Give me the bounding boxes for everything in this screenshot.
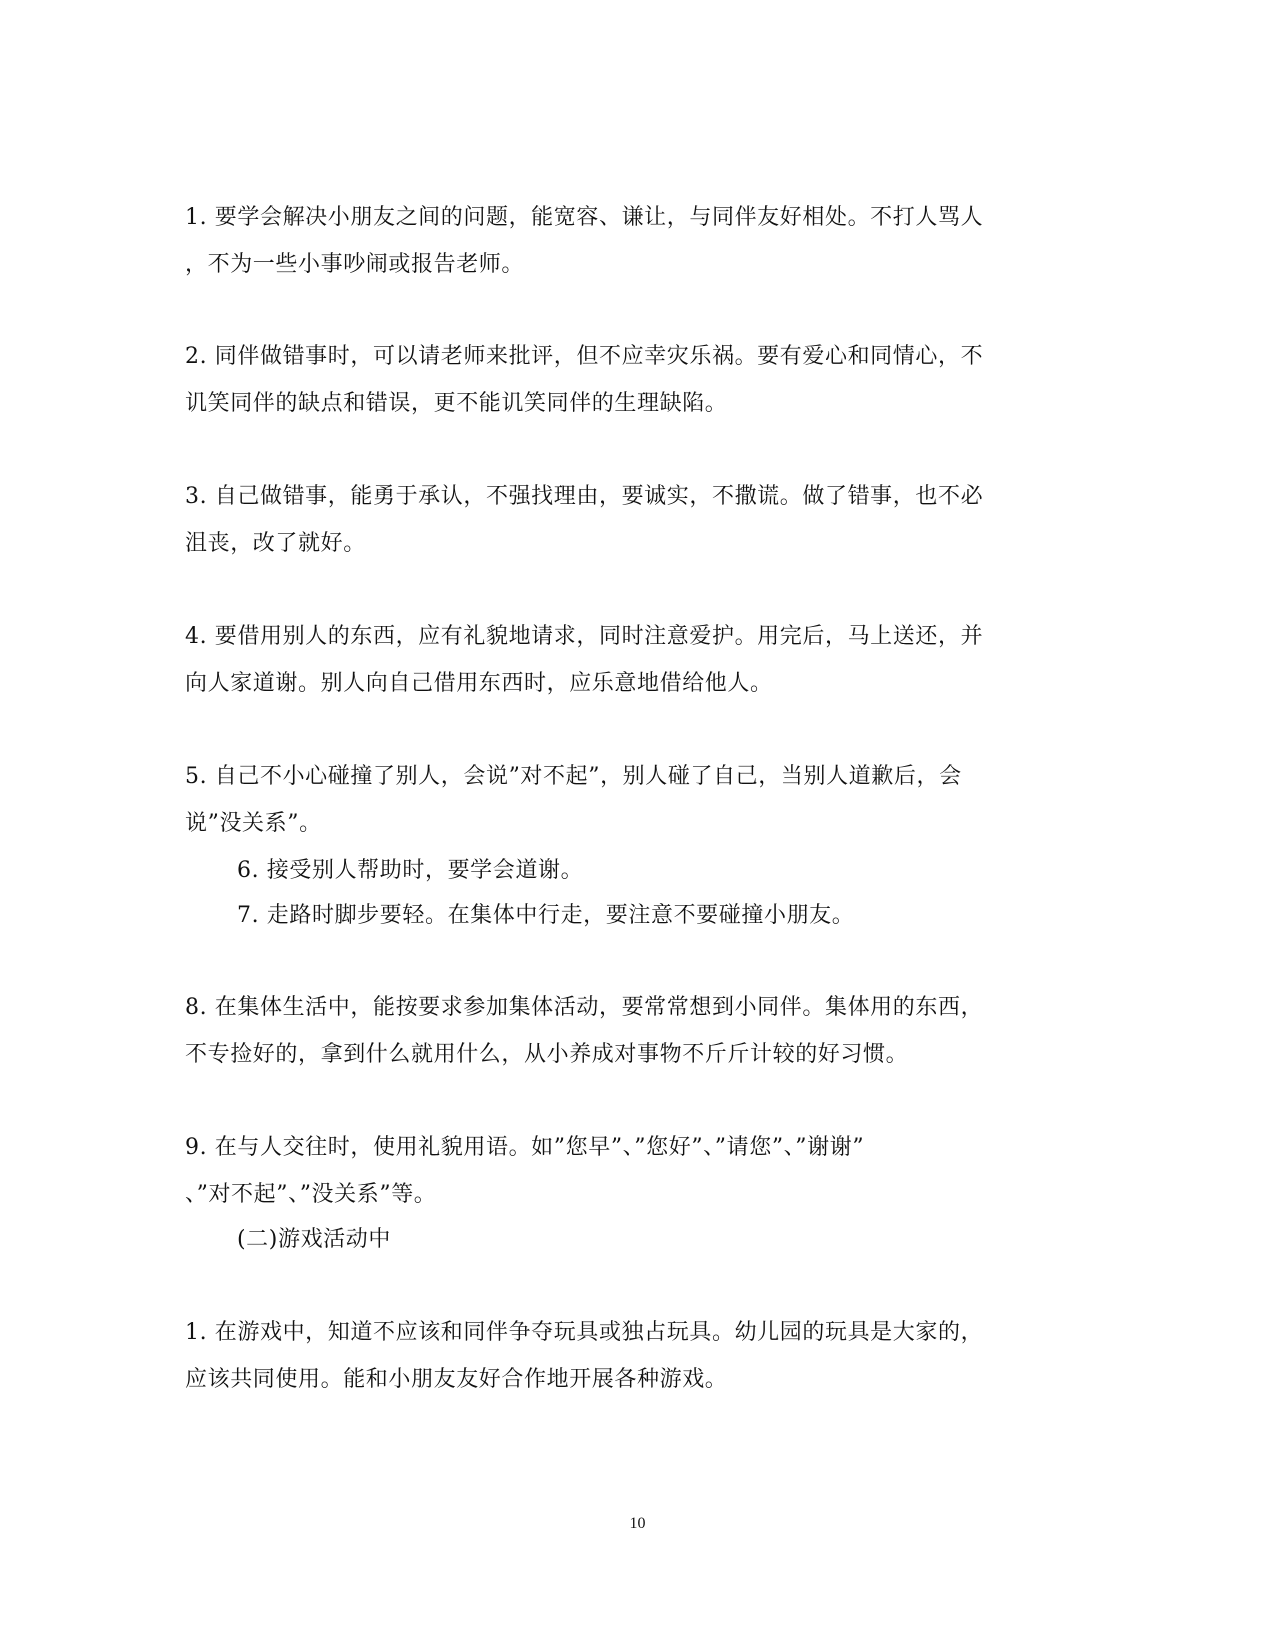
paragraph-4-line-1: 4. 要借用别人的东西，应有礼貌地请求，同时注意爱护。用完后，马上送还，并: [185, 624, 984, 649]
paragraph-9-line-2: 、”对不起”、”没关系”等。: [185, 1182, 437, 1207]
game-paragraph-1-line-2: 应该共同使用。能和小朋友友好合作地开展各种游戏。: [185, 1367, 728, 1392]
paragraph-9-line-1: 9. 在与人交往时，使用礼貌用语。如”您早”、”您好”、”请您”、”谢谢”: [185, 1135, 865, 1160]
paragraph-8-line-2: 不专捡好的，拿到什么就用什么，从小养成对事物不斤斤计较的好习惯。: [185, 1042, 909, 1067]
game-paragraph-1-line-1: 1. 在游戏中，知道不应该和同伴争夺玩具或独占玩具。幼儿园的玩具是大家的，: [185, 1320, 984, 1345]
paragraph-5-line-1: 5. 自己不小心碰撞了别人，会说”对不起”，别人碰了自己，当别人道歉后，会: [185, 764, 962, 789]
paragraph-2-line-2: 讥笑同伴的缺点和错误，更不能讥笑同伴的生理缺陷。: [185, 391, 728, 416]
paragraph-8-line-1: 8. 在集体生活中，能按要求参加集体活动，要常常想到小同伴。集体用的东西，: [185, 995, 984, 1020]
paragraph-1-line-1: 1. 要学会解决小朋友之间的问题，能宽容、谦让，与同伴友好相处。不打人骂人: [185, 205, 984, 230]
paragraph-5-line-2: 说”没关系”。: [185, 811, 322, 836]
page-number: 10: [629, 1515, 646, 1532]
section-heading-game-activities: (二)游戏活动中: [237, 1227, 391, 1252]
paragraph-3-line-1: 3. 自己做错事，能勇于承认，不强找理由，要诚实，不撒谎。做了错事，也不必: [185, 484, 984, 509]
paragraph-6-line-1: 6. 接受别人帮助时，要学会道谢。: [237, 858, 584, 883]
paragraph-1-line-2: ，不为一些小事吵闹或报告老师。: [185, 252, 525, 277]
paragraph-4-line-2: 向人家道谢。别人向自己借用东西时，应乐意地借给他人。: [185, 671, 773, 696]
paragraph-7-line-1: 7. 走路时脚步要轻。在集体中行走，要注意不要碰撞小朋友。: [237, 903, 855, 928]
paragraph-3-line-2: 沮丧，改了就好。: [185, 531, 366, 556]
paragraph-2-line-1: 2. 同伴做错事时，可以请老师来批评，但不应幸灾乐祸。要有爱心和同情心，不: [185, 344, 984, 369]
